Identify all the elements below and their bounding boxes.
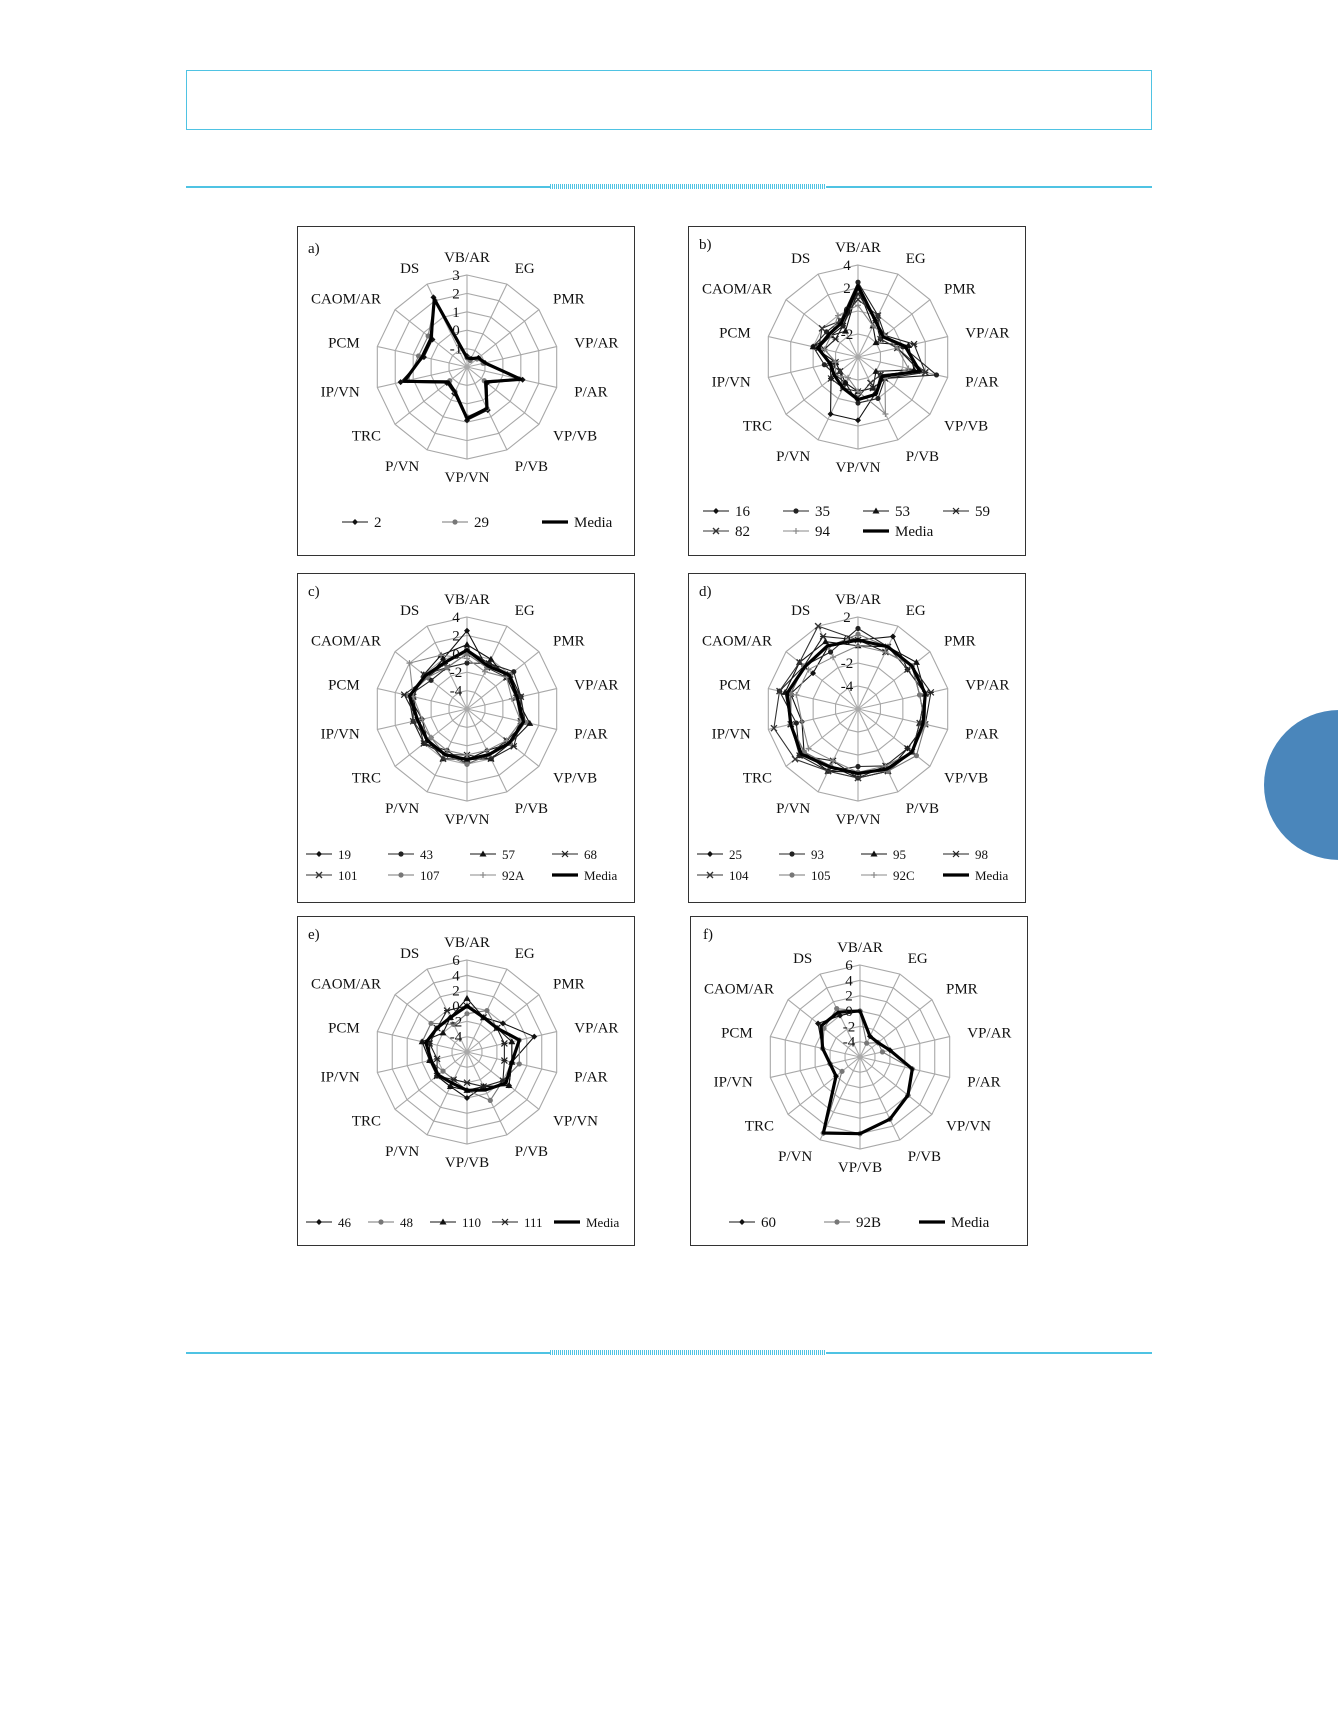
- tick-label: -2: [840, 656, 854, 672]
- axis-label: VP/VN: [835, 460, 881, 476]
- tick-label: 0: [452, 999, 460, 1015]
- radar-panel-b: [688, 226, 1026, 556]
- data-point: [464, 995, 471, 1001]
- axis-label: DS: [400, 945, 420, 962]
- axis-label: VP/AR: [574, 335, 619, 352]
- axis-label: EG: [514, 602, 535, 619]
- tick-label: -2: [842, 1019, 856, 1036]
- legend-marker: [793, 508, 798, 513]
- axis-label: P/VN: [385, 459, 420, 476]
- axis-label: EG: [905, 602, 926, 619]
- legend-label: Media: [895, 524, 934, 540]
- legend-marker: [562, 851, 568, 857]
- axis-label: P/VN: [776, 449, 811, 466]
- legend-label: 60: [761, 1215, 776, 1231]
- axis-label: VB/AR: [444, 250, 490, 266]
- legend-label: 94: [815, 524, 830, 540]
- radar-panel-f: [690, 916, 1028, 1246]
- tick-label: 4: [452, 968, 460, 985]
- axis-label: P/VB: [514, 801, 549, 818]
- tick-label: 4: [452, 610, 460, 626]
- axis-label: PCM: [328, 677, 360, 694]
- axis-label: PCM: [328, 335, 360, 352]
- axis-label: TRC: [742, 770, 772, 787]
- axis-label: PMR: [553, 291, 585, 308]
- axis-label: VB/AR: [444, 592, 490, 608]
- data-point: [820, 633, 826, 639]
- tick-label: 6: [452, 953, 460, 969]
- tick-label: 4: [845, 973, 853, 990]
- tick-label: -2: [449, 665, 463, 682]
- axis-label: VP/VB: [944, 418, 989, 435]
- data-point: [839, 1069, 844, 1074]
- data-point: [792, 756, 798, 762]
- data-point: [488, 1098, 493, 1103]
- radar-panel-d: [688, 573, 1026, 903]
- legend-label: 93: [811, 847, 824, 862]
- legend: [306, 1215, 619, 1230]
- axis-label: IP/VN: [711, 726, 751, 743]
- legend-label: 59: [975, 504, 990, 520]
- legend-marker: [452, 519, 457, 524]
- data-point: [833, 336, 839, 342]
- series-line: [821, 1011, 912, 1134]
- legend-label: Media: [584, 868, 618, 883]
- axis-label: EG: [514, 945, 535, 962]
- legend-label: 110: [462, 1215, 482, 1230]
- legend-label: 107: [420, 868, 440, 883]
- axis-label: VP/VN: [946, 1118, 992, 1135]
- data-point: [828, 411, 834, 417]
- radar-chart-a: [298, 227, 636, 557]
- legend-label: 105: [811, 868, 831, 883]
- legend-label: 104: [729, 868, 749, 883]
- axis-label: DS: [791, 250, 811, 267]
- tick-label: -4: [449, 1029, 463, 1046]
- data-point: [864, 1041, 869, 1046]
- axis-label: TRC: [351, 770, 381, 787]
- legend-label: 68: [584, 847, 597, 862]
- axis-label: PMR: [944, 281, 976, 298]
- legend-label: 95: [893, 847, 906, 862]
- tick-label: 2: [452, 628, 460, 645]
- panel-label: d): [699, 584, 712, 600]
- legend-label: 82: [735, 524, 750, 540]
- data-point: [799, 719, 805, 725]
- axis-label: EG: [907, 950, 928, 967]
- axis-label: VP/AR: [574, 677, 619, 694]
- panel-label: a): [308, 241, 320, 257]
- axis-label: VP/VN: [444, 812, 490, 828]
- axis-label: IP/VN: [320, 384, 360, 401]
- tick-label: 2: [845, 988, 853, 1005]
- axis-label: P/AR: [967, 1074, 1001, 1091]
- radar-grid: [377, 960, 556, 1144]
- axis-label: PMR: [553, 633, 585, 650]
- tick-label: -2: [840, 327, 854, 343]
- axis-label: P/AR: [574, 384, 608, 401]
- radar-grid: [770, 965, 949, 1149]
- axis-label: P/AR: [574, 726, 608, 743]
- axis-label: CAOM/AR: [703, 981, 774, 998]
- legend: [697, 847, 1008, 883]
- axis-label: VP/VB: [553, 428, 598, 445]
- data-point: [914, 753, 919, 758]
- tick-label: 6: [845, 958, 853, 974]
- series-line: [818, 286, 920, 400]
- data-point: [444, 1008, 450, 1014]
- axis-label: VP/VN: [553, 1113, 599, 1130]
- axis-label: VP/AR: [965, 677, 1010, 694]
- axis-label: P/VN: [385, 1144, 420, 1161]
- tick-label: 2: [452, 983, 460, 1000]
- tick-label: 4: [843, 258, 851, 274]
- axis-label: CAOM/AR: [701, 281, 772, 298]
- data-point: [828, 649, 833, 654]
- data-point: [890, 633, 896, 639]
- axis-label: CAOM/AR: [310, 976, 381, 993]
- axis-label: PMR: [944, 633, 976, 650]
- legend-marker: [953, 851, 959, 857]
- axis-label: DS: [791, 602, 811, 619]
- legend-label: 101: [338, 868, 358, 883]
- data-point: [917, 692, 922, 697]
- tick-label: 0: [845, 1004, 853, 1020]
- legend-label: 92B: [856, 1215, 882, 1231]
- legend-marker: [713, 508, 719, 514]
- legend-label: 35: [815, 504, 830, 520]
- panel-label: e): [308, 927, 320, 943]
- axis-label: PCM: [719, 325, 751, 342]
- data-point: [822, 362, 827, 367]
- legend-marker: [789, 872, 794, 877]
- axis-label: TRC: [742, 418, 772, 435]
- data-point: [830, 654, 836, 660]
- legend-marker: [871, 872, 877, 878]
- legend-label: 46: [338, 1215, 351, 1230]
- axis-label: VP/VB: [837, 1160, 883, 1176]
- radar-chart-b: [689, 227, 1027, 557]
- data-point: [855, 400, 860, 405]
- tick-label: 1: [452, 304, 460, 321]
- axis-label: VP/VB: [944, 770, 989, 787]
- grid-spoke: [858, 709, 898, 792]
- axis-label: IP/VN: [320, 726, 360, 743]
- data-point: [875, 396, 880, 401]
- axis-label: CAOM/AR: [310, 633, 381, 650]
- data-point: [834, 1006, 839, 1011]
- series-Media: [818, 286, 920, 400]
- legend-marker: [398, 851, 403, 856]
- axis-label: TRC: [351, 428, 381, 445]
- axis-label: DS: [400, 602, 420, 619]
- axis-label: TRC: [744, 1118, 774, 1135]
- tick-label: 0: [452, 646, 460, 663]
- axis-label: P/VB: [905, 801, 940, 818]
- data-point: [855, 764, 860, 769]
- legend-label: 57: [502, 847, 515, 862]
- data-point: [440, 1069, 445, 1074]
- legend-marker: [378, 1219, 383, 1224]
- data-point: [517, 1061, 522, 1066]
- legend-label: 16: [735, 504, 750, 520]
- data-point: [911, 341, 917, 347]
- axis-label: DS: [400, 260, 420, 277]
- axis-label: PCM: [721, 1025, 753, 1042]
- tick-label: 0: [843, 633, 851, 649]
- axis-label: VP/VN: [444, 470, 490, 486]
- data-point: [855, 626, 860, 631]
- tick-label: -2: [449, 1014, 463, 1031]
- axis-label: VP/AR: [965, 325, 1010, 342]
- legend-label: 29: [474, 515, 489, 531]
- axis-label: VP/VB: [553, 770, 598, 787]
- radar-grid: [377, 275, 556, 459]
- data-point: [855, 417, 861, 423]
- legend-label: 92C: [893, 868, 915, 883]
- axis-label: DS: [793, 950, 813, 967]
- legend-marker: [739, 1219, 745, 1225]
- data-point: [934, 372, 939, 377]
- legend-marker: [398, 872, 403, 877]
- data-point: [428, 1021, 433, 1026]
- legend-label: 111: [524, 1215, 543, 1230]
- grid-spoke: [818, 709, 858, 792]
- axis-label: P/AR: [965, 726, 999, 743]
- panel-label: b): [699, 237, 712, 253]
- legend: [306, 847, 617, 883]
- legend-marker: [352, 519, 358, 525]
- legend-label: 43: [420, 847, 433, 862]
- legend-marker: [793, 528, 799, 534]
- legend: [703, 504, 990, 540]
- grid-spoke: [858, 626, 898, 709]
- axis-label: P/VB: [907, 1149, 942, 1166]
- radar-panel-a: [297, 226, 635, 556]
- axis-label: PCM: [328, 1020, 360, 1037]
- legend-label: Media: [951, 1215, 990, 1231]
- axis-label: PMR: [946, 981, 978, 998]
- axis-label: VB/AR: [835, 592, 881, 608]
- axis-label: CAOM/AR: [701, 633, 772, 650]
- axis-label: P/VB: [905, 449, 940, 466]
- top-divider: [186, 186, 1152, 188]
- radar-chart-c: [298, 574, 636, 904]
- tick-label: 2: [843, 610, 851, 626]
- axis-label: EG: [905, 250, 926, 267]
- data-point: [484, 1008, 489, 1013]
- legend-label: 53: [895, 504, 910, 520]
- axis-label: P/VN: [776, 801, 811, 818]
- tick-label: 2: [843, 281, 851, 297]
- axis-label: EG: [514, 260, 535, 277]
- tick-label: -4: [842, 1034, 856, 1051]
- axis-label: PMR: [553, 976, 585, 993]
- axis-label: CAOM/AR: [310, 291, 381, 308]
- legend-label: 19: [338, 847, 351, 862]
- data-point: [855, 280, 860, 285]
- panel-label: c): [308, 584, 320, 600]
- legend-marker: [834, 1219, 839, 1224]
- axis-label: P/VB: [514, 1144, 549, 1161]
- series-Media: [821, 1011, 912, 1134]
- legend-marker: [789, 851, 794, 856]
- axis-label: IP/VN: [711, 374, 751, 391]
- axis-label: VP/VN: [835, 812, 881, 828]
- tick-label: 0: [452, 323, 460, 340]
- legend-label: 25: [729, 847, 742, 862]
- radar-panel-c: [297, 573, 635, 903]
- data-point: [464, 1011, 469, 1016]
- data-point: [794, 720, 799, 725]
- axis-label: P/VB: [514, 459, 549, 476]
- tick-label: 3: [452, 268, 460, 284]
- axis-label: VP/VB: [444, 1155, 490, 1171]
- series-line: [796, 646, 925, 773]
- legend-marker: [316, 1219, 322, 1225]
- tick-label: -4: [840, 679, 854, 695]
- side-tab-circle: [1264, 710, 1338, 860]
- radar-chart-e: [298, 917, 636, 1247]
- radar-chart-f: [691, 917, 1029, 1247]
- tick-label: -1: [449, 341, 463, 358]
- axis-label: P/VN: [778, 1149, 813, 1166]
- legend: [729, 1215, 990, 1231]
- tick-label: -4: [449, 683, 463, 700]
- axis-label: P/VN: [385, 801, 420, 818]
- legend-label: Media: [574, 515, 613, 531]
- legend-marker: [480, 872, 486, 878]
- data-point: [464, 762, 469, 767]
- legend-label: 92A: [502, 868, 525, 883]
- axis-label: VP/AR: [967, 1025, 1012, 1042]
- axis-label: TRC: [351, 1113, 381, 1130]
- axis-label: VB/AR: [444, 935, 490, 951]
- data-point: [880, 1049, 885, 1054]
- legend-marker: [953, 508, 959, 514]
- axis-label: IP/VN: [320, 1069, 360, 1086]
- series-94: [821, 302, 911, 417]
- data-point: [855, 632, 860, 637]
- axis-label: VP/AR: [574, 1020, 619, 1037]
- axis-label: P/AR: [965, 374, 999, 391]
- header-box: [186, 70, 1152, 130]
- legend-label: 98: [975, 847, 988, 862]
- tick-label: 0: [843, 304, 851, 320]
- bottom-divider: [186, 1352, 1152, 1354]
- legend: [342, 515, 613, 531]
- grid-spoke: [860, 1057, 900, 1140]
- panel-label: f): [703, 927, 713, 943]
- radar-panel-e: [297, 916, 635, 1246]
- axis-label: PCM: [719, 677, 751, 694]
- legend-label: Media: [975, 868, 1009, 883]
- axis-label: VB/AR: [835, 240, 881, 256]
- tick-label: 2: [452, 286, 460, 303]
- legend-marker: [316, 851, 322, 857]
- axis-label: VB/AR: [837, 940, 883, 956]
- data-point: [793, 692, 799, 698]
- axis-label: P/AR: [574, 1069, 608, 1086]
- legend-marker: [502, 1219, 508, 1225]
- radar-chart-d: [689, 574, 1027, 904]
- axis-label: IP/VN: [713, 1074, 753, 1091]
- legend-label: 48: [400, 1215, 413, 1230]
- legend-label: Media: [586, 1215, 620, 1230]
- legend-label: 2: [374, 515, 382, 531]
- legend-marker: [707, 851, 713, 857]
